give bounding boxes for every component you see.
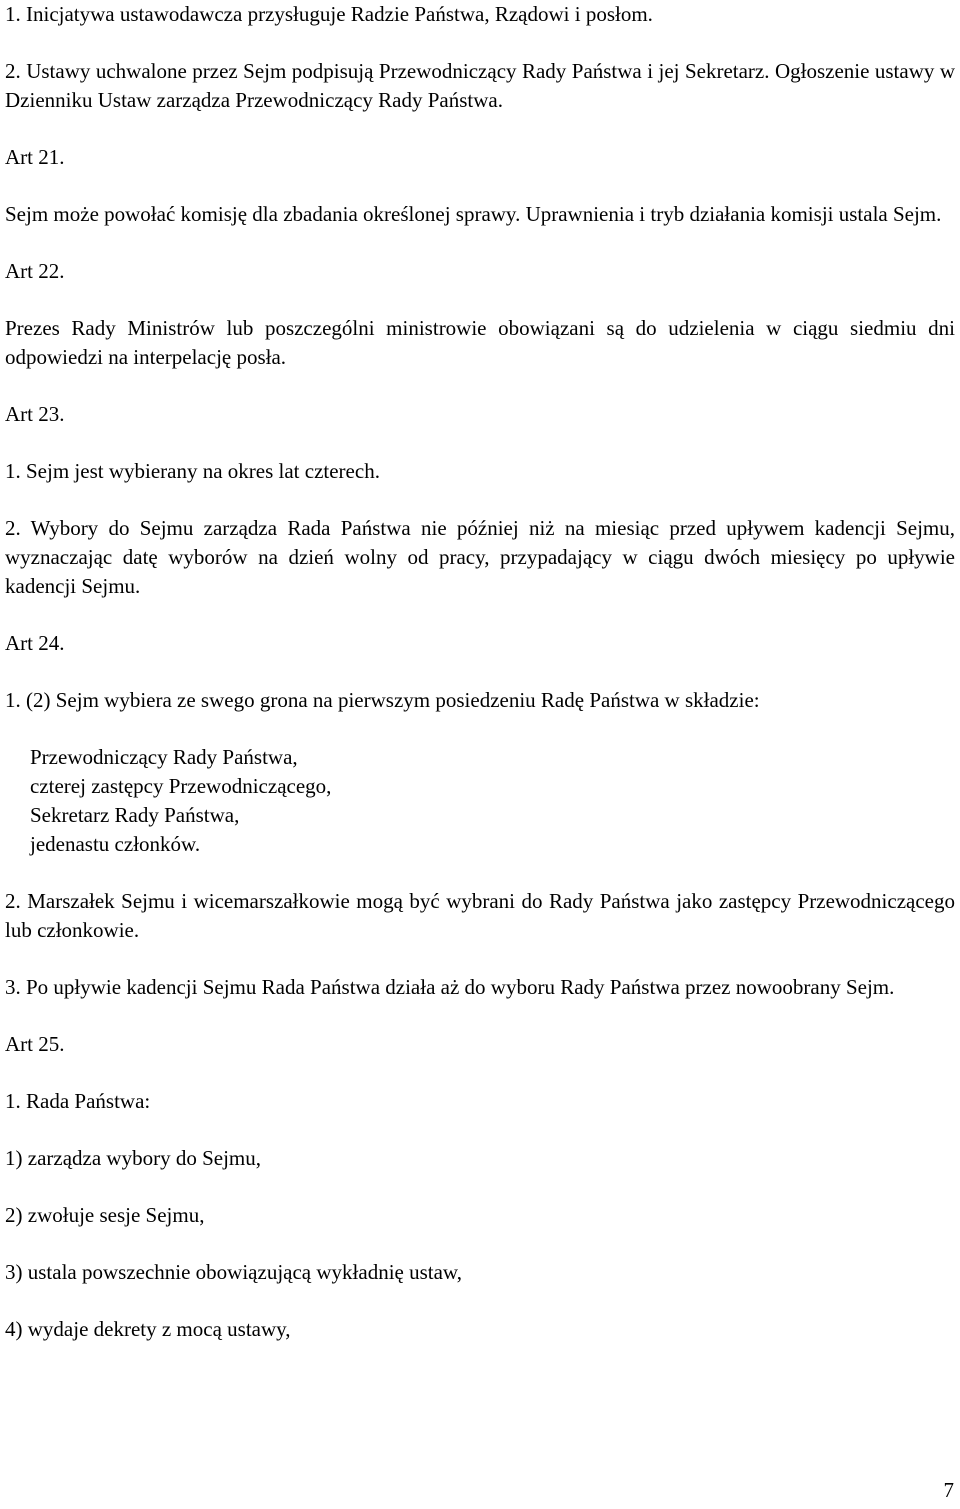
- article-heading-25: Art 25.: [5, 1032, 65, 1056]
- article-heading-23: Art 23.: [5, 402, 65, 426]
- composition-item: czterej zastępcy Przewodniczącego,: [30, 774, 332, 798]
- composition-item: Sekretarz Rady Państwa,: [30, 803, 240, 827]
- paragraph-interpellation: Prezes Rady Ministrów lub poszczególni ministrowie obowiązani są do udzielenia w ciągu siedmiu dni odpowiedzi na interpelację posła.: [5, 316, 955, 369]
- paragraph-marshal: 2. Marszałek Sejmu i wicemarszałkowie mogą być wybrani do Rady Państwa jako zastępcy Przewodniczącego lub członkowie.: [5, 889, 955, 942]
- page-number: 7: [943, 1478, 954, 1502]
- paragraph-initiative: 1. Inicjatywa ustawodawcza przysługuje Radzie Państwa, Rządowi i posłom.: [5, 2, 653, 26]
- paragraph-after-term: 3. Po upływie kadencji Sejmu Rada Państwa działa aż do wyboru Rady Państwa przez nowoobrany Sejm.: [5, 975, 895, 999]
- list-item-duty-3: 3) ustala powszechnie obowiązującą wykładnię ustaw,: [5, 1260, 462, 1284]
- article-heading-22: Art 22.: [5, 259, 65, 283]
- list-item-duty-4: 4) wydaje dekrety z mocą ustawy,: [5, 1317, 291, 1341]
- paragraph-elections: 2. Wybory do Sejmu zarządza Rada Państwa nie później niż na miesiąc przed upływem kadencji Sejmu, wyznaczając datę wyborów na dzień wolny od pracy, przypadający w ciągu dwóch miesięcy po upływie kadencji Sejmu.: [5, 516, 955, 598]
- article-heading-24: Art 24.: [5, 631, 65, 655]
- paragraph-term: 1. Sejm jest wybierany na okres lat czterech.: [5, 459, 380, 483]
- list-item-duty-1: 1) zarządza wybory do Sejmu,: [5, 1146, 261, 1170]
- list-item-duty-2: 2) zwołuje sesje Sejmu,: [5, 1203, 205, 1227]
- article-heading-21: Art 21.: [5, 145, 65, 169]
- paragraph-commission: Sejm może powołać komisję dla zbadania określonej sprawy. Uprawnienia i tryb działania komisji ustala Sejm.: [5, 202, 942, 226]
- paragraph-council-election: 1. (2) Sejm wybiera ze swego grona na pierwszym posiedzeniu Radę Państwa w składzie:: [5, 688, 760, 712]
- council-composition-list: [5, 743, 955, 859]
- paragraph-council-duties: 1. Rada Państwa:: [5, 1089, 151, 1113]
- composition-item: Przewodniczący Rady Państwa,: [30, 745, 298, 769]
- paragraph-signing: 2. Ustawy uchwalone przez Sejm podpisują Przewodniczący Rady Państwa i jej Sekretarz. Ogłoszenie ustawy w Dzienniku Ustaw zarządza Przewodniczący Rady Państwa.: [5, 59, 955, 112]
- document-page: [5, 0, 955, 1344]
- composition-item: jedenastu członków.: [30, 832, 201, 856]
